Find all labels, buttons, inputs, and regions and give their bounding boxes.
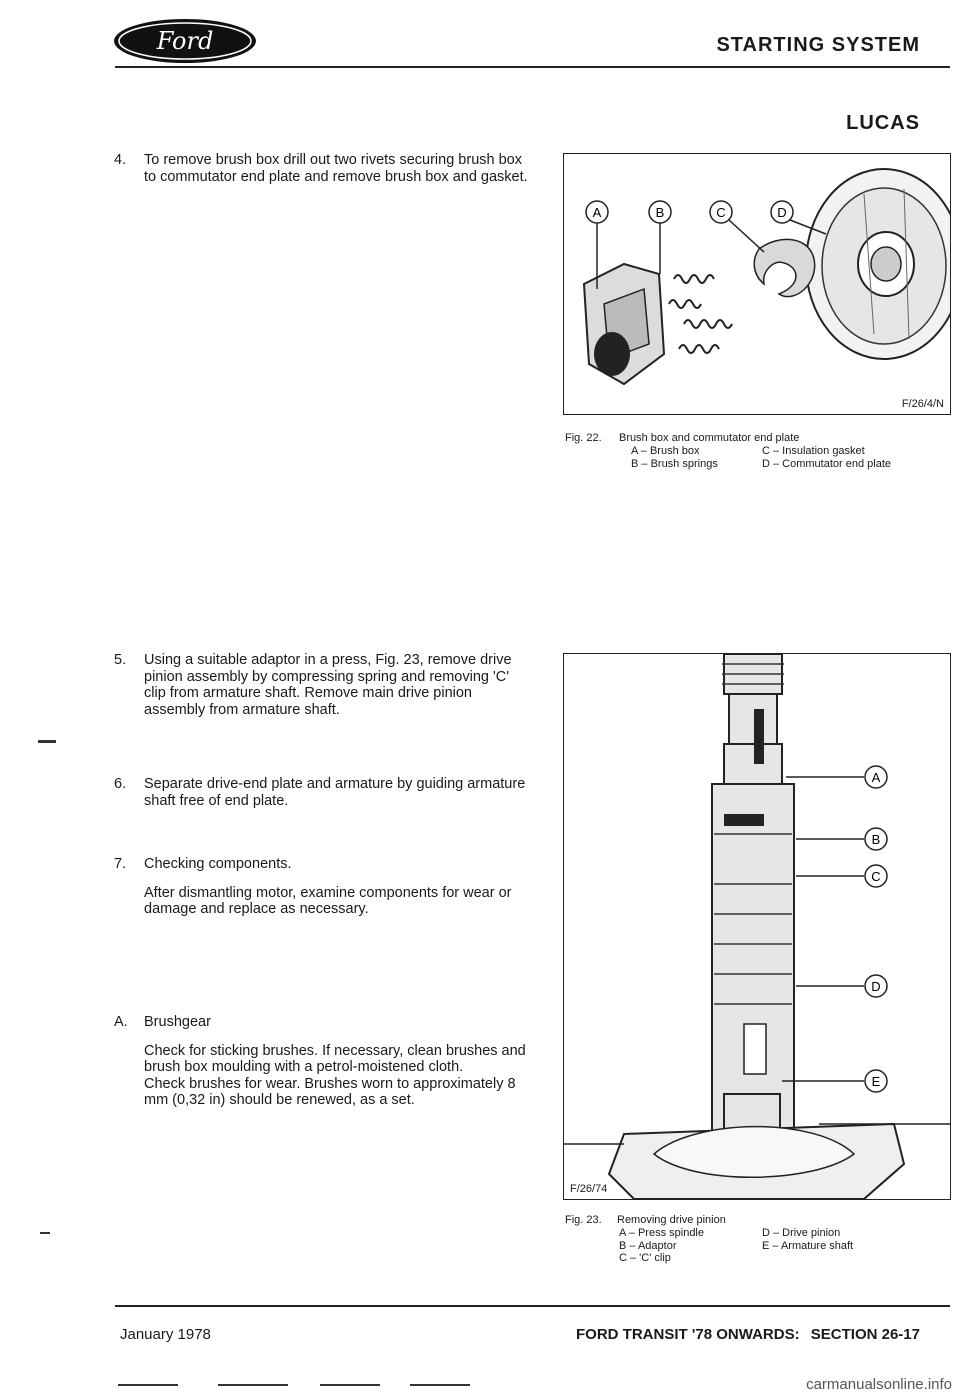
step-a xyxy=(114,1014,534,1121)
fig22-caption-number: Fig. 22. xyxy=(565,432,602,444)
step-5 xyxy=(114,652,534,730)
step-6 xyxy=(114,776,534,821)
scan-mark xyxy=(410,1384,470,1386)
scan-mark xyxy=(320,1384,380,1386)
step-text: Brushgear xyxy=(144,1014,211,1030)
fig23-legend-item: D – Drive pinion xyxy=(762,1227,841,1239)
watermark: carmanualsonline.info xyxy=(806,1376,952,1393)
section-label: LUCAS xyxy=(846,112,920,134)
step-number: 4. xyxy=(114,152,127,168)
fig23-caption xyxy=(565,1214,950,1266)
figure-23-illustration xyxy=(563,653,951,1200)
fig23-legend-item: C – 'C' clip xyxy=(619,1252,671,1264)
scan-mark xyxy=(38,740,56,743)
step-text: Check for sticking brushes. If necessary, clean brushes and brush box moulding with a petrol-moistened cloth. xyxy=(144,1042,526,1075)
fig22-code: F/26/4/N xyxy=(901,398,944,410)
header-rule xyxy=(115,66,950,68)
footer-section-number: SECTION 26-17 xyxy=(810,1326,920,1343)
svg-text:Ford: Ford xyxy=(156,27,214,55)
fig23-legend-item: E – Armature shaft xyxy=(762,1239,854,1252)
fig23-legend-item: B – Adaptor xyxy=(619,1239,677,1252)
footer-publication: FORD TRANSIT '78 ONWARDS: xyxy=(576,1326,800,1343)
fig23-label-d: D xyxy=(871,979,881,994)
step-text: Using a suitable adaptor in a press, Fig. 23, remove drive pinion assembly by compressing spring and removing 'C' clip from armature shaft. Remove main drive pinion assembly from armature shaft. xyxy=(144,652,512,718)
figure-22-illustration xyxy=(563,153,951,415)
fig22-label-b: B xyxy=(655,205,665,220)
fig23-caption-title: Removing drive pinion xyxy=(617,1214,726,1226)
fig22-legend-item: B – Brush springs xyxy=(631,457,718,470)
fig22-label-d: D xyxy=(777,205,787,220)
step-number: 7. xyxy=(114,856,127,872)
fig22-legend-item: D – Commutator end plate xyxy=(762,457,892,470)
fig23-legend-item: A – Press spindle xyxy=(619,1227,704,1239)
fig22-label-c: C xyxy=(716,205,726,220)
step-number: 6. xyxy=(114,776,127,792)
fig22-caption-title: Brush box and commutator end plate xyxy=(619,432,800,444)
fig23-label-e: E xyxy=(871,1074,881,1089)
fig23-label-c: C xyxy=(871,869,881,884)
step-number: A. xyxy=(114,1014,128,1030)
ford-logo xyxy=(112,17,258,65)
scan-mark xyxy=(218,1384,288,1386)
step-7 xyxy=(114,856,534,930)
fig22-label-a: A xyxy=(592,205,602,220)
step-4 xyxy=(114,152,534,197)
scan-mark xyxy=(118,1384,178,1386)
fig23-caption-number: Fig. 23. xyxy=(565,1214,602,1226)
step-text: After dismantling motor, examine components for wear or damage and replace as necessary. xyxy=(144,884,512,917)
footer-rule xyxy=(115,1305,950,1307)
step-text: Checking components. xyxy=(144,856,292,872)
step-text: Check brushes for wear. Brushes worn to approximately 8 mm (0,32 in) should be renewed, as a set. xyxy=(144,1075,516,1108)
fig22-legend-item: A – Brush box xyxy=(631,445,700,457)
fig23-code: F/26/74 xyxy=(570,1183,608,1195)
fig23-label-a: A xyxy=(871,770,881,785)
scan-mark xyxy=(40,1232,50,1234)
step-text: Separate drive-end plate and armature by guiding armature shaft free of end plate. xyxy=(144,776,526,809)
fig22-caption xyxy=(565,432,950,484)
step-text: To remove brush box drill out two rivets securing brush box to commutator end plate and remove brush box and gasket. xyxy=(144,152,528,185)
fig23-label-b: B xyxy=(871,832,881,847)
footer-date: January 1978 xyxy=(120,1326,211,1343)
page-header-title: STARTING SYSTEM xyxy=(716,34,920,56)
step-number: 5. xyxy=(114,652,127,668)
fig22-legend-item: C – Insulation gasket xyxy=(762,445,865,457)
